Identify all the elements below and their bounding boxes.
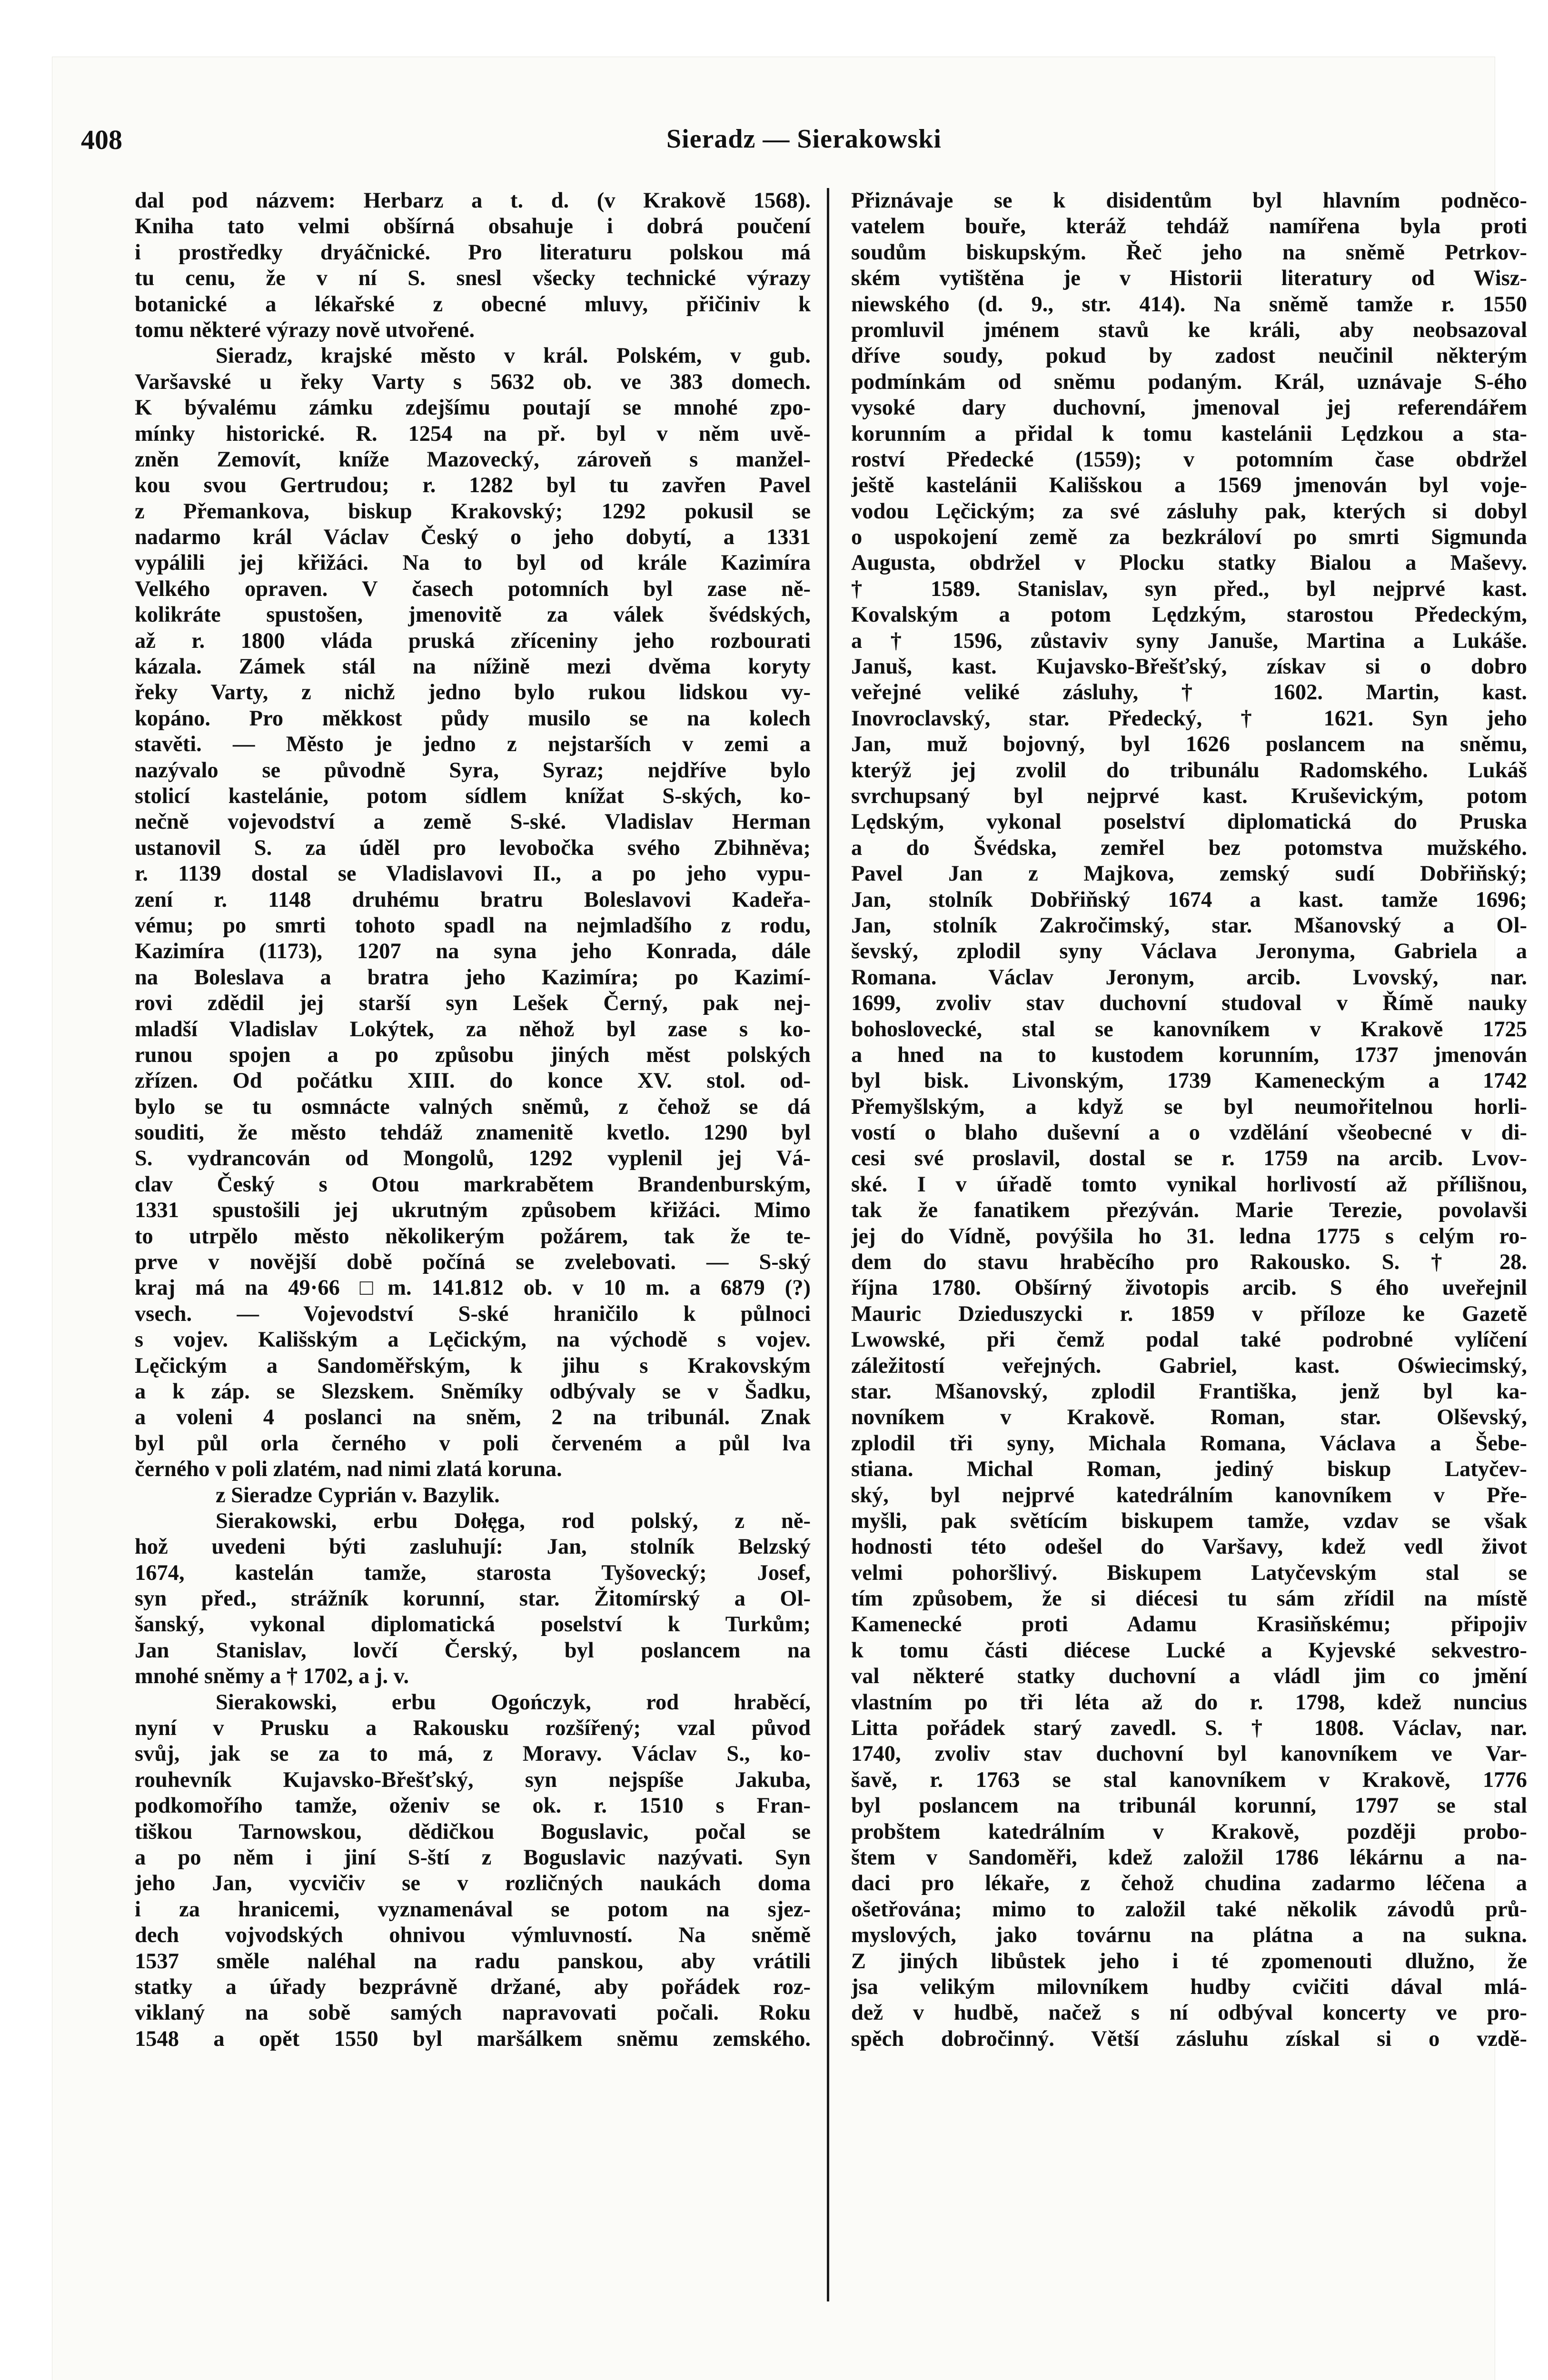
right-column-line: jej do Vídně, povýšila ho 31. ledna 1775 s celým ro- — [851, 1224, 1527, 1249]
right-column-line: vatelem bouře, kteráž tehdáž namířena byla proti — [851, 214, 1527, 239]
left-column-line: až r. 1800 vláda pruská zříceniny jeho rozbourati — [135, 628, 811, 653]
left-column-line: Sierakowski, erbu Dołęga, rod polský, z ně- — [216, 1508, 811, 1533]
right-column-line: zplodil tři syny, Michala Romana, Václava a Šebe- — [851, 1431, 1527, 1456]
right-column-line: bohoslovecké, stal se kanovníkem v Krakově 1725 — [851, 1017, 1527, 1041]
right-column-line: novníkem v Krakově. Roman, star. Olševský, — [851, 1405, 1527, 1430]
right-column-line: † 1589. Stanislav, syn před., byl nejprvé kast. — [851, 576, 1527, 601]
left-column-line: nečně vojevodství a země S-ské. Vladislav Herman — [135, 810, 811, 834]
running-head: Sieradz — Sierakowski — [666, 124, 942, 154]
right-column-line: Romana. Václav Jeronym, arcib. Lvovský, nar. — [851, 965, 1527, 990]
right-column-line: daci pro lékaře, z čehož chudina zadarmo léčena a — [851, 1871, 1527, 1896]
left-column-line: i za hranicemi, vyznamenával se potom na sjez- — [135, 1897, 811, 1922]
right-column-line: 1699, zvoliv stav duchovní studoval v Římě nauky — [851, 991, 1527, 1016]
right-column-line: Přemyšlským, a když se byl neumořitelnou horli- — [851, 1094, 1527, 1119]
left-column-line: vému; po smrti tohoto spadl na nejmladšího z rodu, — [135, 913, 811, 938]
left-column-line: nadarmo král Václav Český o jeho dobytí, a 1331 — [135, 525, 811, 550]
page-header — [81, 124, 1466, 162]
left-column-line: zřízen. Od počátku XIII. do konce XV. stol. od- — [135, 1069, 811, 1093]
right-column-line: spěch dobročinný. Větší zásluhu získal si o vzdě- — [851, 2026, 1527, 2051]
left-column-line: 1331 spustošili jej ukrutným způsobem křižáci. Mimo — [135, 1198, 811, 1223]
right-column-line: vostí o blaho duševní a o vzdělání všeobecné v di- — [851, 1121, 1527, 1145]
left-column-line: S. vydrancován od Mongolů, 1292 vyplenil jej Vá- — [135, 1146, 811, 1171]
right-column-line: Kamenecké proti Adamu Krasiňskému; připojiv — [851, 1612, 1527, 1637]
left-column-line: rouhevník Kujavsko-Břešťský, syn nejspíše Jakuba, — [135, 1767, 811, 1792]
right-column-line: velmi pohoršlivý. Biskupem Latyčevským stal se — [851, 1560, 1527, 1585]
right-column-line: vodou Lęčickým; za své zásluhy pak, kterých si dobyl — [851, 499, 1527, 524]
right-column-line: kterýž jej zvolil do tribunálu Radomského. Lukáš — [851, 758, 1527, 783]
right-column-line: Jan, stolník Zakročimský, star. Mšanovský a Ol- — [851, 913, 1527, 938]
left-column-line: syn před., strážník korunní, star. Žitomírský a Ol- — [135, 1587, 811, 1611]
left-column-line: a voleni 4 poslanci na sněm, 2 na tribunál. Znak — [135, 1405, 811, 1430]
column-divider — [827, 188, 829, 2301]
left-column-line: rovi zdědil jej starší syn Lešek Černý, pak nej- — [135, 991, 811, 1016]
right-column-line: Lędským, vykonal poselství diplomatická do Pruska — [851, 810, 1527, 834]
right-column-line: dem do stavu hraběcího pro Rakousko. S. † 28. — [851, 1250, 1527, 1275]
left-column-line: Sieradz, krajské město v král. Polském, v gub. — [216, 344, 811, 368]
left-column-line: kopáno. Pro měkkost půdy musilo se na kolech — [135, 706, 811, 731]
left-column-line: mínky historické. R. 1254 na př. byl v něm uvě- — [135, 421, 811, 446]
right-column-line: záležitostí veřejných. Gabriel, kast. Oświecimský, — [851, 1353, 1527, 1378]
right-column-line: roství Předecké (1559); v potomním čase obdržel — [851, 447, 1527, 472]
left-column-line: tiškou Tarnowskou, dědičkou Boguslavic, počal se — [135, 1819, 811, 1844]
right-column-line: byl poslancem na tribunál korunní, 1797 se stal — [851, 1794, 1527, 1818]
right-column-line: k tomu části diécese Lucké a Kyjevské sekvestro- — [851, 1638, 1527, 1663]
right-column-line: vysoké dary duchovní, jmenoval jej referendářem — [851, 396, 1527, 420]
left-column-line: vypálili jej křižáci. Na to byl od krále Kazimíra — [135, 551, 811, 575]
left-column-line: Sierakowski, erbu Ogończyk, rod hraběcí, — [216, 1690, 811, 1715]
right-column-line: myslových, jako továrnu na plátna a na sukna. — [851, 1923, 1527, 1948]
right-column-line: byl bisk. Livonským, 1739 Kameneckým a 1742 — [851, 1069, 1527, 1093]
left-column-line: Lęčickým a Sandoměřským, k jihu s Krakovským — [135, 1353, 811, 1378]
left-column-line: a k záp. se Slezskem. Sněmíky odbývaly se v Šadku, — [135, 1379, 811, 1404]
left-column-line: stolicí kastelánie, potom sídlem knížat S-ských, ko- — [135, 783, 811, 808]
right-column-line: šavě, r. 1763 se stal kanovníkem v Krakově, 1776 — [851, 1767, 1527, 1792]
left-column-line: šanský, vykonal diplomatická poselství k Turkům; — [135, 1612, 811, 1637]
left-column-line: stavěti. — Město je jedno z nejstarších v zemi a — [135, 732, 811, 757]
left-column-line: kraj má na 49·66 □m. 141.812 ob. v 10 m. a 6879 (?) — [135, 1276, 811, 1300]
right-column-line: Augusta, obdržel v Plocku statky Bialou a Maševy. — [851, 551, 1527, 575]
left-column-line: to utrpělo město několikerým požárem, tak že te- — [135, 1224, 811, 1249]
left-column-line: 1548 a opět 1550 byl maršálkem sněmu zemského. — [135, 2026, 811, 2051]
left-column-line: černého v poli zlatém, nad nimi zlatá koruna. — [135, 1457, 562, 1482]
left-column-line: podkomořího tamže, oženiv se ok. r. 1510 s Fran- — [135, 1794, 811, 1818]
left-column-line: souditi, že město tehdáž znamenitě kvetlo. 1290 byl — [135, 1121, 811, 1145]
right-column-line: val některé statky duchovní a vládl jim co jmění — [851, 1664, 1527, 1689]
right-column-line: svrchupsaný byl nejprvé kast. Kruševickým, potom — [851, 783, 1527, 808]
right-column-line: o uspokojení země za bezkráloví po smrti Sigmunda — [851, 525, 1527, 550]
left-column — [135, 188, 811, 2306]
right-column-line: ošetřována; mimo to založil také několik závodů prů- — [851, 1897, 1527, 1922]
right-column-line: dříve soudy, pokud by zadost neučinil některým — [851, 344, 1527, 368]
left-column-line: kolikráte spustošen, jmenovitě za válek švédských, — [135, 603, 811, 627]
left-column-line: nazývalo se původně Syra, Syraz; nejdříve bylo — [135, 758, 811, 783]
left-column-line: z Přemankova, biskup Krakovský; 1292 pokusil se — [135, 499, 811, 524]
left-column-line: z Sieradze Cyprián v. Bazylik. — [216, 1483, 500, 1507]
left-column-line: Velkého opraven. V časech potomních byl zase ně- — [135, 576, 811, 601]
left-column-line: bylo se tu osmnácte valných sněmů, z čehož se dá — [135, 1094, 811, 1119]
right-column-line: a hned na to kustodem korunním, 1737 jmenován — [851, 1042, 1527, 1067]
left-column-line: byl půl orla černého v poli červeném a půl lva — [135, 1431, 811, 1456]
right-column-line: jsa velikým milovníkem hudby cvičiti dával mlá- — [851, 1974, 1527, 1999]
left-column-line: Jan Stanislav, lovčí Čerský, byl poslancem na — [135, 1638, 811, 1663]
left-column-line: 1674, kastelán tamže, starosta Tyšovecký; Josef, — [135, 1560, 811, 1585]
left-column-line: prve v novější době počíná se zvelebovati. — S-ský — [135, 1250, 811, 1275]
left-column-line: Kazimíra (1173), 1207 na syna jeho Konrada, dále — [135, 939, 811, 964]
left-column-line: dal pod názvem: Herbarz a t. d. (v Krakově 1568). — [135, 188, 811, 213]
right-column-line: cesi své proslavil, dostal se r. 1759 na arcib. Lvov- — [851, 1146, 1527, 1171]
right-column-line: Januš, kast. Kujavsko-Břešťský, získav si o dobro — [851, 654, 1527, 679]
right-column-line: a do Švédska, zemřel bez potomstva mužského. — [851, 835, 1527, 860]
right-column-line: tak že fanatikem přezýván. Marie Terezie, povolavši — [851, 1198, 1527, 1223]
right-column-line: Jan, stolník Dobřiňský 1674 a kast. tamže 1696; — [851, 887, 1527, 912]
left-column-line: a po něm i jiní S-ští z Boguslavic nazývati. Syn — [135, 1845, 811, 1870]
left-column-line: runou spojen a po způsobu jiných měst polských — [135, 1042, 811, 1067]
right-column-line: Přiznávaje se k disidentům byl hlavním podněco- — [851, 188, 1527, 213]
right-column — [851, 188, 1527, 2306]
left-column-line: svůj, jak se za to má, z Moravy. Václav S., ko- — [135, 1742, 811, 1766]
right-column-line: Pavel Jan z Majkova, zemský sudí Dobřiňský; — [851, 862, 1527, 886]
right-column-line: ské. I v úřadě tomto vynikal horlivostí až přílišnou, — [851, 1172, 1527, 1197]
right-column-line: Lwowské, při čemž podal také podrobné vylíčení — [851, 1328, 1527, 1352]
left-column-line: ustanovil S. za úděl pro levobočka svého Zbihněva; — [135, 835, 811, 860]
right-column-line: hodnosti této odešel do Varšavy, kdež vedl život — [851, 1535, 1527, 1559]
right-column-line: myšli, pak světícím biskupem tamže, vzdav se však — [851, 1508, 1527, 1533]
right-column-line: niewského (d. 9., str. 414). Na sněmě tamže r. 1550 — [851, 292, 1527, 317]
right-column-line: Litta pořádek starý zavedl. S. † 1808. Václav, nar. — [851, 1716, 1527, 1741]
right-column-line: podmínkám od sněmu podaným. Král, uznávaje S-ého — [851, 369, 1527, 394]
right-column-line: vlastním po tři léta až do r. 1798, kdež nuncius — [851, 1690, 1527, 1715]
right-column-line: Mauric Dzieduszycki r. 1859 v příloze ke Gazetě — [851, 1301, 1527, 1326]
left-column-line: kázala. Zámek stál na nížině mezi dvěma koryty — [135, 654, 811, 679]
left-column-line: zení r. 1148 druhému bratru Boleslavovi Kadeřa- — [135, 887, 811, 912]
right-column-line: Kovalským a potom Lędzkým, starostou Předeckým, — [851, 603, 1527, 627]
left-column-line: zněn Zemovít, kníže Mazovecký, zároveň s manžel- — [135, 447, 811, 472]
right-column-line: štem v Sandoměři, kdež založil 1786 lékárnu a na- — [851, 1845, 1527, 1870]
left-column-line: botanické a lékařské z obecné mluvy, přičiniv k — [135, 292, 811, 317]
left-column-line: jeho Jan, vycvičiv se v rozličných naukách doma — [135, 1871, 811, 1896]
left-column-line: tu cenu, že v ní S. snesl všecky technické výrazy — [135, 266, 811, 291]
right-column-line: 1740, zvoliv stav duchovní byl kanovníkem ve Var- — [851, 1742, 1527, 1766]
left-column-line: statky a úřady bezprávně držané, aby pořádek roz- — [135, 1974, 811, 1999]
left-column-line: 1537 směle naléhal na radu panskou, aby vrátili — [135, 1949, 811, 1973]
right-column-line: tím způsobem, že si diécesi tu sám zřídil na místě — [851, 1587, 1527, 1611]
right-column-line: stiana. Michal Roman, jediný biskup Latyčev- — [851, 1457, 1527, 1482]
right-column-line: ský, byl nejprvé katedrálním kanovníkem v Pře- — [851, 1483, 1527, 1507]
right-column-line: soudům biskupským. Řeč jeho na sněmě Petrkov- — [851, 240, 1527, 265]
left-column-line: s vojev. Kališským a Lęčickým, na východě s vojev. — [135, 1328, 811, 1352]
right-column-line: Inovroclavský, star. Předecký, † 1621. Syn jeho — [851, 706, 1527, 731]
left-column-line: dech vojvodských ohnivou výmluvností. Na sněmě — [135, 1923, 811, 1948]
left-column-line: r. 1139 dostal se Vladislavovi II., a po jeho vypu- — [135, 862, 811, 886]
left-column-line: mnohé sněmy a † 1702, a j. v. — [135, 1664, 409, 1689]
right-column-line: dež v hudbě, načež s ní odbýval koncerty ve pro- — [851, 2001, 1527, 2025]
right-column-line: Z jiných libůstek jeho i té zpomenouti dlužno, že — [851, 1949, 1527, 1973]
left-column-line: kou svou Gertrudou; r. 1282 byl tu zavřen Pavel — [135, 473, 811, 498]
left-column-line: hož uvedeni býti zasluhují: Jan, stolník Belzský — [135, 1535, 811, 1559]
left-column-line: viklaný na sobě samých napravovati počali. Roku — [135, 2001, 811, 2025]
left-column-line: mladší Vladislav Lokýtek, za něhož byl zase s ko- — [135, 1017, 811, 1041]
right-column-line: veřejné veliké zásluhy, † 1602. Martin, kast. — [851, 680, 1527, 705]
right-column-line: probštem katedrálním v Krakově, později probo- — [851, 1819, 1527, 1844]
right-column-line: promluvil jménem stavů ke králi, aby neobsazoval — [851, 317, 1527, 342]
left-column-line: tomu některé výrazy nově utvořené. — [135, 317, 475, 342]
right-column-line: října 1780. Obšírný životopis arcib. S ého uveřejnil — [851, 1276, 1527, 1300]
right-column-line: ševský, zplodil syny Václava Jeronyma, Gabriela a — [851, 939, 1527, 964]
left-column-line: nyní v Prusku a Rakousku rozšířený; vzal původ — [135, 1716, 811, 1741]
left-column-line: Kniha tato velmi obšírná obsahuje i dobrá poučení — [135, 214, 811, 239]
left-column-line: K bývalému zámku zdejšímu poutají se mnohé zpo- — [135, 396, 811, 420]
left-column-line: i prostředky dryáčnické. Pro literaturu polskou má — [135, 240, 811, 265]
left-column-line: clav Český s Otou markrabětem Brandenburským, — [135, 1172, 811, 1197]
right-column-line: a † 1596, zůstaviv syny Januše, Martina a Lukáše. — [851, 628, 1527, 653]
right-column-line: Jan, muž bojovný, byl 1626 poslancem na sněmu, — [851, 732, 1527, 757]
left-column-line: Varšavské u řeky Varty s 5632 ob. ve 383 domech. — [135, 369, 811, 394]
page-number: 408 — [81, 124, 122, 155]
left-column-line: na Boleslava a bratra jeho Kazimíra; po Kazimí- — [135, 965, 811, 990]
right-column-line: korunním a přidal k tomu kastelánii Lędzkou a sta- — [851, 421, 1527, 446]
right-column-line: ském vytištěna je v Historii literatury od Wisz- — [851, 266, 1527, 291]
right-column-line: star. Mšanovský, zplodil Františka, jenž byl ka- — [851, 1379, 1527, 1404]
right-column-line: ještě kastelánii Kališskou a 1569 jmenován byl voje- — [851, 473, 1527, 498]
left-column-line: vsech. — Vojevodství S-ské hraničilo k půlnoci — [135, 1301, 811, 1326]
left-column-line: řeky Varty, z nichž jedno bylo rukou lidskou vy- — [135, 680, 811, 705]
